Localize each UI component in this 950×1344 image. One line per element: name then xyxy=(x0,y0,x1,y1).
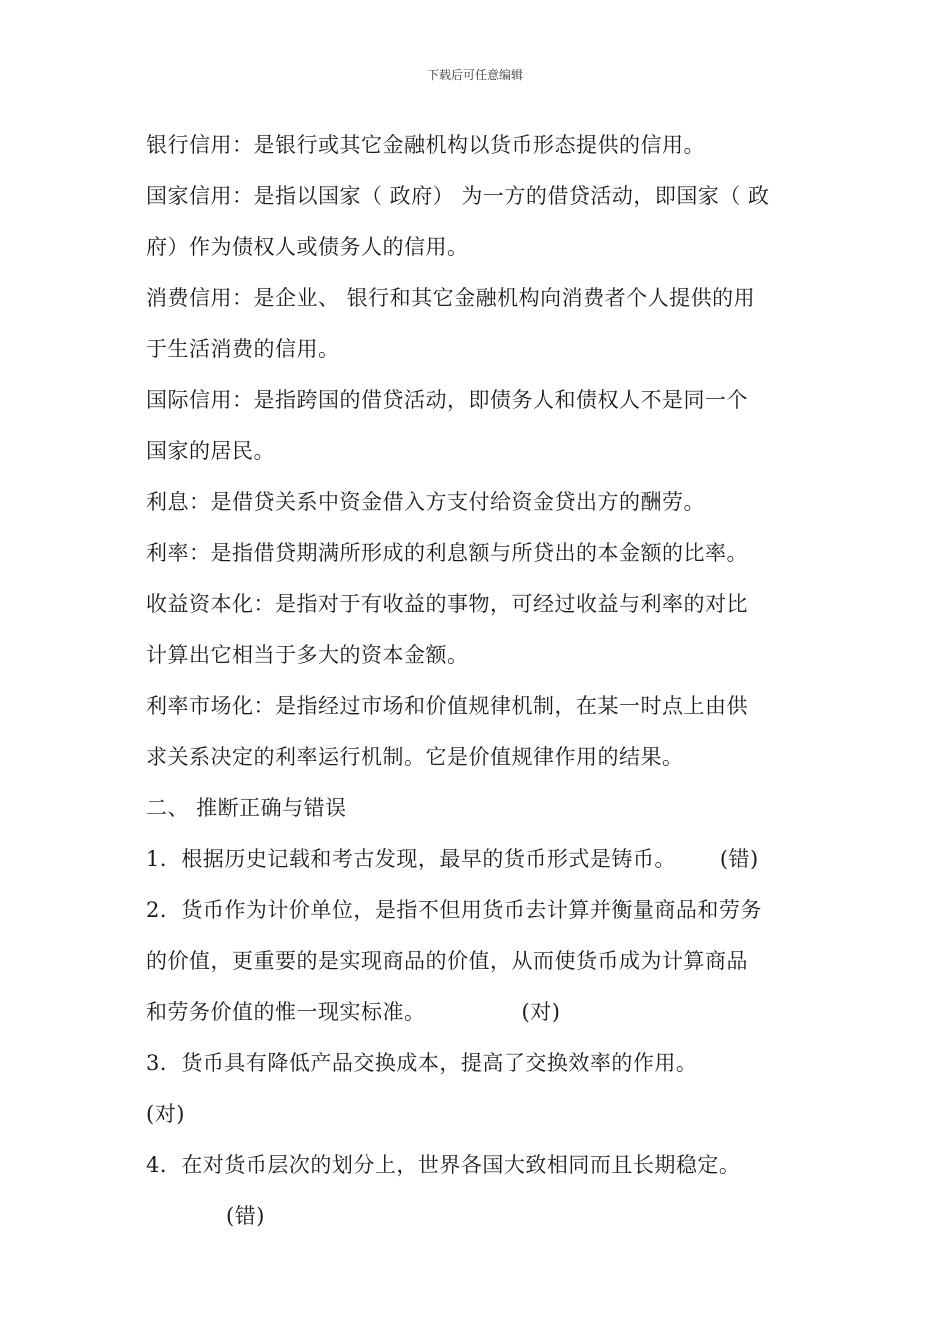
definition-rate-marketization-line2: 求关系决定的利率运行机制。它是价值规律作用的结果。 xyxy=(146,745,684,769)
definition-interest: 利息：是借贷关系中资金借入方支付给资金贷出方的酬劳。 xyxy=(146,490,705,514)
definition-capitalization-line2: 计算出它相当于多大的资本金额。 xyxy=(146,643,469,667)
definition-state-credit-line1: 国家信用：是指以国家（ 政府） 为一方的借贷活动，即国家（ 政 xyxy=(146,184,770,208)
definition-consumer-credit-line1: 消费信用：是企业、 银行和其它金融机构向消费者个人提供的用 xyxy=(146,286,756,310)
question-1-answer: (错) xyxy=(719,847,759,871)
question-2-answer: (对) xyxy=(521,1000,561,1024)
question-2-text: 和劳务价值的惟一现实标准。 xyxy=(146,1000,426,1024)
definition-interest-rate: 利率：是指借贷期满所形成的利息额与所贷出的本金额的比率。 xyxy=(146,541,748,565)
definition-international-credit-line2: 国家的居民。 xyxy=(146,439,275,463)
question-4-answer-line xyxy=(146,1191,826,1242)
question-4-answer: (错) xyxy=(226,1204,265,1228)
question-3: 3．货币具有降低产品交换成本，提高了交换效率的作用。 xyxy=(146,1051,698,1075)
definition-international-credit-line1: 国际信用：是指跨国的借贷活动，即债务人和债权人不是同一个 xyxy=(146,388,748,412)
definition-bank-credit: 银行信用：是银行或其它金融机构以货币形态提供的信用。 xyxy=(146,133,705,157)
question-1 xyxy=(146,834,826,885)
question-3-answer: (对) xyxy=(146,1102,185,1126)
section-heading: 二、 推断正确与错误 xyxy=(146,796,347,820)
definition-state-credit-line2: 府）作为债权人或债务人的信用。 xyxy=(146,235,469,259)
question-2-line2: 的价值，更重要的是实现商品的价值，从而使货币成为计算商品 xyxy=(146,949,748,973)
definition-consumer-credit-line2: 于生活消费的信用。 xyxy=(146,337,340,361)
definition-rate-marketization-line1: 利率市场化：是指经过市场和价值规律机制，在某一时点上由供 xyxy=(146,694,748,718)
question-2-line1: 2．货币作为计价单位，是指不但用货币去计算并衡量商品和劳务 xyxy=(146,898,762,922)
document-body xyxy=(146,120,826,1242)
definition-capitalization-line1: 收益资本化：是指对于有收益的事物，可经过收益与利率的对比 xyxy=(146,592,748,616)
question-4: 4．在对货币层次的划分上，世界各国大致相同而且长期稳定。 xyxy=(146,1153,741,1177)
question-2-line3 xyxy=(146,987,826,1038)
page-header: 下载后可任意编辑 xyxy=(426,68,523,82)
question-1-text: 1．根据历史记载和考古发现，最早的货币形式是铸币。 xyxy=(146,847,676,871)
